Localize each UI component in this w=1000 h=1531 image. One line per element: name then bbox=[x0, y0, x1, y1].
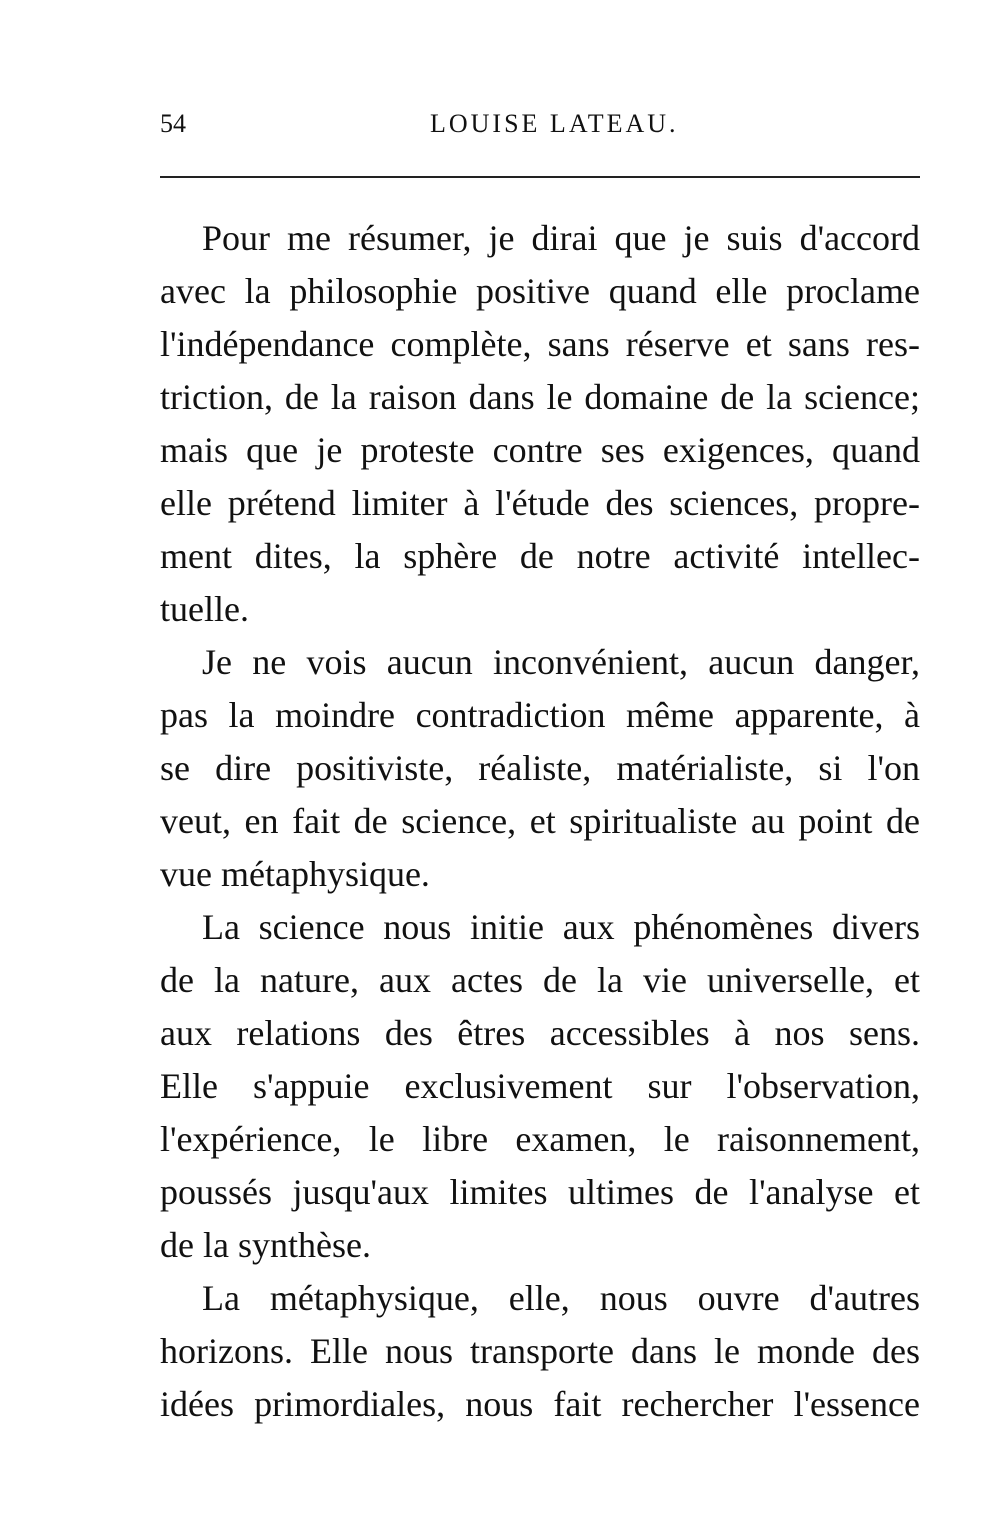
text-line: de la synthèse. bbox=[160, 1225, 371, 1265]
body-text bbox=[160, 212, 920, 1431]
page-number: 54 bbox=[160, 109, 186, 138]
text-line: de la nature, aux actes de la vie universelle, et bbox=[160, 960, 920, 1000]
text-line: elle prétend limiter à l'étude des sciences, propre- bbox=[160, 483, 920, 523]
text-line: mais que je proteste contre ses exigences, quand bbox=[160, 430, 920, 470]
text-line: idées primordiales, nous fait rechercher l'essence bbox=[160, 1384, 920, 1424]
text-line: l'expérience, le libre examen, le raisonnement, bbox=[160, 1119, 920, 1159]
text-line: poussés jusqu'aux limites ultimes de l'analyse et bbox=[160, 1172, 920, 1212]
paragraph bbox=[160, 1272, 920, 1431]
text-line: aux relations des êtres accessibles à nos sens. bbox=[160, 1013, 920, 1053]
text-line: l'indépendance complète, sans réserve et sans res- bbox=[160, 324, 920, 364]
text-line: Pour me résumer, je dirai que je suis d'accord bbox=[202, 218, 920, 258]
text-line: horizons. Elle nous transporte dans le monde des bbox=[160, 1331, 920, 1371]
text-line: ment dites, la sphère de notre activité intellec- bbox=[160, 536, 920, 576]
paragraph bbox=[160, 901, 920, 1272]
running-head bbox=[160, 104, 920, 144]
text-line: tuelle. bbox=[160, 589, 249, 629]
text-line: avec la philosophie positive quand elle proclame bbox=[160, 271, 920, 311]
text-line: triction, de la raison dans le domaine de la science; bbox=[160, 377, 920, 417]
text-line: Je ne vois aucun inconvénient, aucun danger, bbox=[202, 642, 920, 682]
text-line: La métaphysique, elle, nous ouvre d'autres bbox=[202, 1278, 920, 1318]
text-line: veut, en fait de science, et spiritualiste au point de bbox=[160, 801, 920, 841]
text-line: vue métaphysique. bbox=[160, 854, 430, 894]
text-line: se dire positiviste, réaliste, matérialiste, si l'on bbox=[160, 748, 920, 788]
running-title: LOUISE LATEAU. bbox=[430, 109, 679, 138]
text-line: Elle s'appuie exclusivement sur l'observation, bbox=[160, 1066, 920, 1106]
text-line: pas la moindre contradiction même apparente, à bbox=[160, 695, 920, 735]
text-line: La science nous initie aux phénomènes divers bbox=[202, 907, 920, 947]
header-rule bbox=[160, 176, 920, 178]
paragraph bbox=[160, 212, 920, 636]
paragraph bbox=[160, 636, 920, 901]
